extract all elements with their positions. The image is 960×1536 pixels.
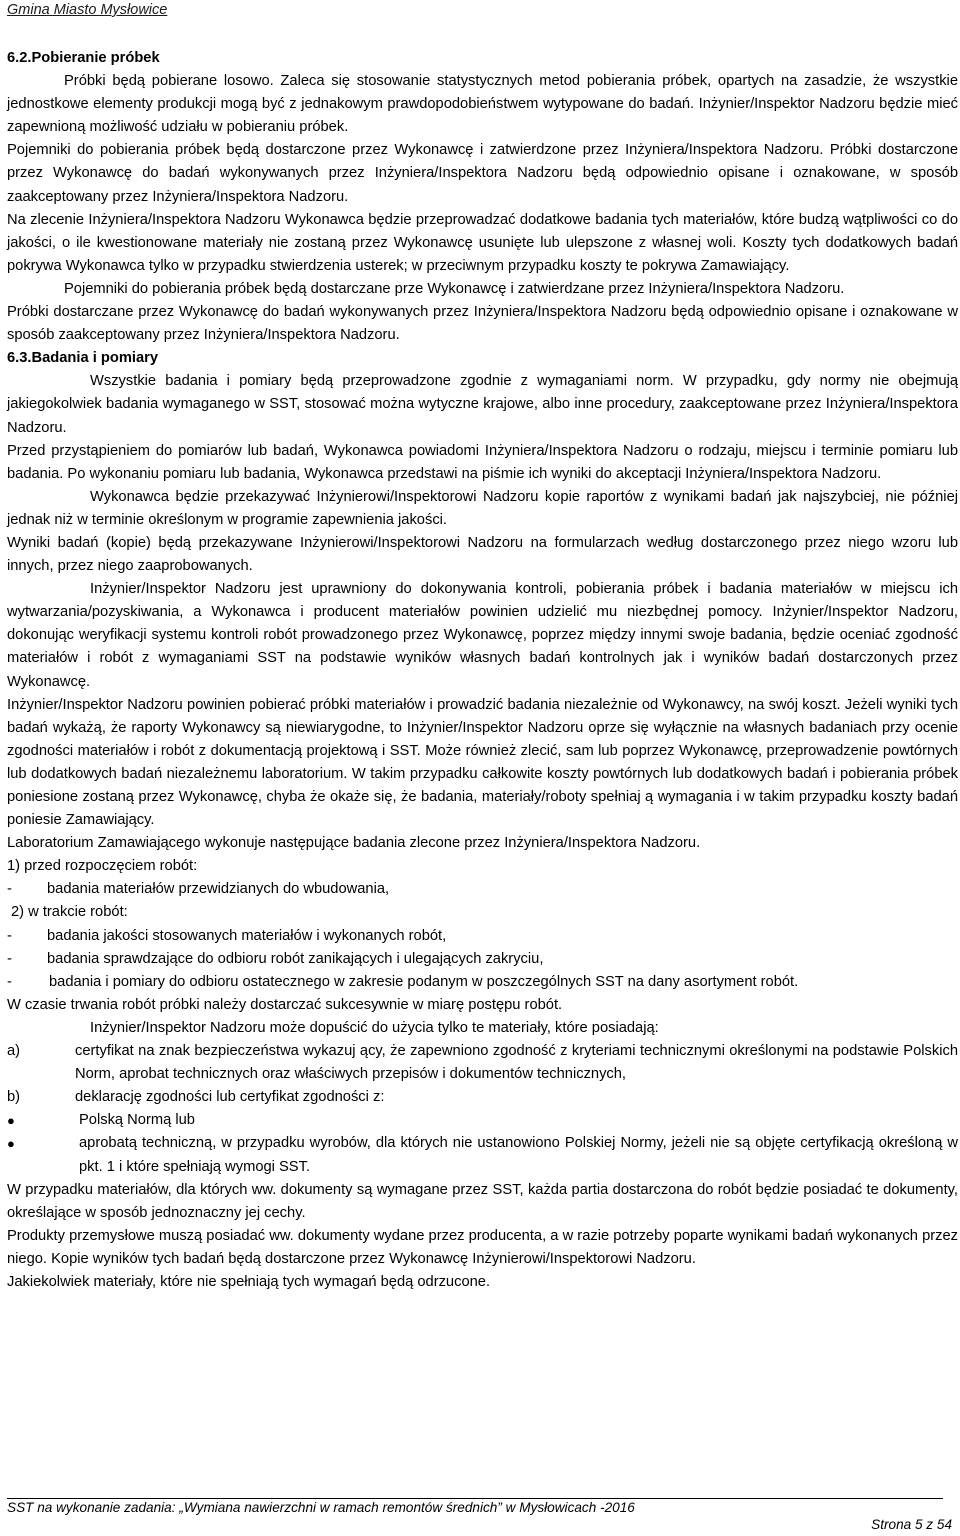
paragraph: Jakiekolwiek materiały, które nie spełniają tych wymagań będą odrzucone. — [7, 1273, 491, 1290]
paragraph: Wyniki badań (kopie) będą przekazywane Inżynierowi/Inspektorowi Nadzoru na formularzach według dostarczonego przez niego wzoru lub innych, przez niego zaaprobowanych. — [7, 534, 958, 575]
dash-marker: - — [7, 927, 12, 944]
list-item — [7, 878, 958, 901]
paragraph: Wszystkie badania i pomiary będą przeprowadzone zgodnie z wymaganiami norm. W przypadku, gdy normy nie obejmują jakiegokolwiek badania wymaganego w SST, stosować można wytyczne krajowe, albo inne procedury, zaakceptowane przez Inżyniera/Inspektora Nadzoru. — [7, 373, 958, 436]
paragraph: Inżynier/Inspektor Nadzoru powinien pobierać próbki materiałów i prowadzić badania niezależnie od Wykonawcy, na swój koszt. Jeżeli wyniki tych badań wykażą, że raporty Wykonawcy są niewiarygodne, to Inżynier/Inspektor Nadzoru oprze się wyłącznie na własnych badaniach przy ocenie zgodności materiałów i robót z dokumentacją projektową i SST. Może również zlecić, sam lub poprzez Wykonawcę, przeprowadzenie powtórnych lub dodatkowych badań niezależnemu laboratorium. W takim przypadku całkowite koszty powtórnych lub dodatkowych badań i pobierania próbek poniesione zostaną przez Wykonawcę, chyba że okaże się, że badania, materiały/roboty spełniaj ą wymagania i w takim przypadku koszty badań poniesie Zamawiający. — [7, 696, 958, 829]
list-item-b — [7, 1086, 958, 1109]
letter-marker: b) — [7, 1089, 21, 1106]
list-item — [7, 948, 958, 971]
paragraph: Laboratorium Zamawiającego wykonuje następujące badania zlecone przez Inżyniera/Inspektora Nadzoru. — [7, 835, 701, 852]
paragraph: W przypadku materiałów, dla których ww. dokumenty są wymagane przez SST, każda partia dostarczona do robót będzie posiadać te dokumenty, określające w sposób jednoznaczny jej cechy. — [7, 1181, 958, 1221]
letter-marker: a) — [7, 1043, 21, 1060]
dash-marker: - — [7, 950, 12, 967]
bullet-item-text: Polską Normą lub — [79, 1112, 195, 1129]
paragraph: Pojemniki do pobierania próbek będą dostarczane prze Wykonawcę i zatwierdzane przez Inżyniera/Inspektora Nadzoru. — [64, 280, 845, 297]
paragraph: Przed przystąpieniem do pomiarów lub badań, Wykonawca powiadomi Inżyniera/Inspektora Nadzoru o rodzaju, miejscu i terminie pomiaru lub badania. Po wykonaniu pomiaru lub badania, Wykonawca przedstawi na piśmie ich wyniki do akceptacji Inżyniera/Inspektora Nadzoru. — [7, 442, 958, 482]
list-item-text: badania sprawdzające do odbioru robót zanikających i ulegających zakryciu, — [47, 950, 544, 967]
list-item-text: badania i pomiary do odbioru ostatecznego w zakresie podanym w poszczególnych SST na dany asortyment robót. — [49, 973, 799, 990]
list-item — [7, 925, 958, 948]
bullet-icon: ● — [7, 1136, 15, 1152]
list-item-text: badania jakości stosowanych materiałów i wykonanych robót, — [47, 927, 447, 944]
bullet-item — [7, 1109, 958, 1132]
paragraph: Pojemniki do pobierania próbek będą dostarczone przez Wykonawcę i zatwierdzone przez Inżyniera/Inspektora Nadzoru. Próbki dostarczone przez Wykonawcę do badań wykonywanych przez Inżyniera/Inspektora Nadzoru będą odpowiednio opisane i oznakowane, w sposób zaakceptowany przez Inżyniera/Inspektora Nadzoru. — [7, 142, 958, 205]
document-body — [7, 47, 958, 1294]
list-item-text: deklarację zgodności lub certyfikat zgodności z: — [75, 1089, 385, 1106]
section-heading-6-3: 6.3.Badania i pomiary — [7, 350, 159, 367]
bullet-item — [7, 1132, 958, 1178]
list-item-a — [7, 1040, 958, 1086]
paragraph: Inżynier/Inspektor Nadzoru jest uprawniony do dokonywania kontroli, pobierania próbek i badania materiałów w miejscu ich wytwarzania/pozyskiwania, a Wykonawca i producent materiałów powinien udzielić mu niezbędnej pomocy. Inżynier/Inspektor Nadzoru, dokonując weryfikacji systemu kontroli robót prowadzonego przez Wykonawcę, poprzez między innymi swoje badania, będzie oceniać zgodność materiałów i robót z wymaganiami SST na podstawie wyników własnych badań kontrolnych jak i wyników badań dostarczonych przez Wykonawcę. — [7, 581, 958, 690]
paragraph: Wykonawca będzie przekazywać Inżynierowi/Inspektorowi Nadzoru kopie raportów z wynikami badań jak najszybciej, nie później jednak niż w terminie określonym w programie zapewnienia jakości. — [7, 488, 958, 528]
section-heading-6-2: 6.2.Pobieranie próbek — [7, 50, 160, 66]
footer-text: SST na wykonanie zadania: „Wymiana nawierzchni w ramach remontów średnich” w Mysłowicach -2016 — [7, 1500, 635, 1515]
paragraph: Na zlecenie Inżyniera/Inspektora Nadzoru Wykonawca będzie przeprowadzać dodatkowe badania tych materiałów, które budzą wątpliwości co do jakości, o ile kwestionowane materiały nie zostaną przez Wykonawcę usunięte lub ulepszone z własnej woli. Koszty tych dodatkowych badań pokrywa Wykonawca tylko w przypadku stwierdzenia usterek; w przeciwnym przypadku koszty te pokrywa Zamawiający. — [7, 211, 958, 274]
paragraph: Inżynier/Inspektor Nadzoru może dopuścić do użycia tylko te materiały, które posiadają: — [90, 1019, 659, 1036]
page-number: Strona 5 z 54 — [871, 1517, 952, 1532]
dash-marker: - — [7, 881, 12, 898]
list-item-text: badania materiałów przewidzianych do wbudowania, — [47, 881, 390, 898]
list-title: 2) w trakcie robót: — [11, 904, 128, 921]
list-item-text: certyfikat na znak bezpieczeństwa wykazuj ący, że zapewniono zgodność z kryteriami technicznymi określonymi na podstawie Polskich Norm, aprobat technicznych oraz właściwych przepisów i dokumentów technicznych, — [75, 1043, 958, 1083]
bullet-item-text: aprobatą techniczną, w przypadku wyrobów, dla których nie ustanowiono Polskiej Normy, jeżeli nie są objęte certyfikacją określoną w pkt. 1 i które spełniają wymogi SST. — [79, 1135, 958, 1175]
bullet-icon: ● — [7, 1113, 15, 1129]
footer-divider — [7, 1498, 943, 1499]
paragraph: Produkty przemysłowe muszą posiadać ww. dokumenty wydane przez producenta, a w razie potrzeby poparte wynikami badań wykonanych przez niego. Kopie wyników tych badań będą dostarczone przez Wykonawcę Inżynierowi/Inspektorowi Nadzoru. — [7, 1227, 958, 1267]
paragraph: Próbki dostarczane przez Wykonawcę do badań wykonywanych przez Inżyniera/Inspektora Nadzoru będą odpowiednio opisane i oznakowane w sposób zaakceptowany przez Inżyniera/Inspektora Nadzoru. — [7, 304, 958, 344]
list-title: 1) przed rozpoczęciem robót: — [7, 858, 198, 875]
paragraph: Próbki będą pobierane losowo. Zaleca się stosowanie statystycznych metod pobierania próbek, opartych na zasadzie, że wszystkie jednostkowe elementy produkcji mogą być z jednakowym prawdopodobieństwem wytypowane do badań. Inżynier/Inspektor Nadzoru będzie mieć zapewnioną możliwość udziału w pobieraniu próbek. — [7, 73, 958, 136]
dash-marker: - — [7, 973, 12, 990]
page-header: Gmina Miasto Mysłowice — [7, 2, 168, 18]
paragraph: W czasie trwania robót próbki należy dostarczać sukcesywnie w miarę postępu robót. — [7, 996, 563, 1013]
list-item — [7, 971, 958, 994]
